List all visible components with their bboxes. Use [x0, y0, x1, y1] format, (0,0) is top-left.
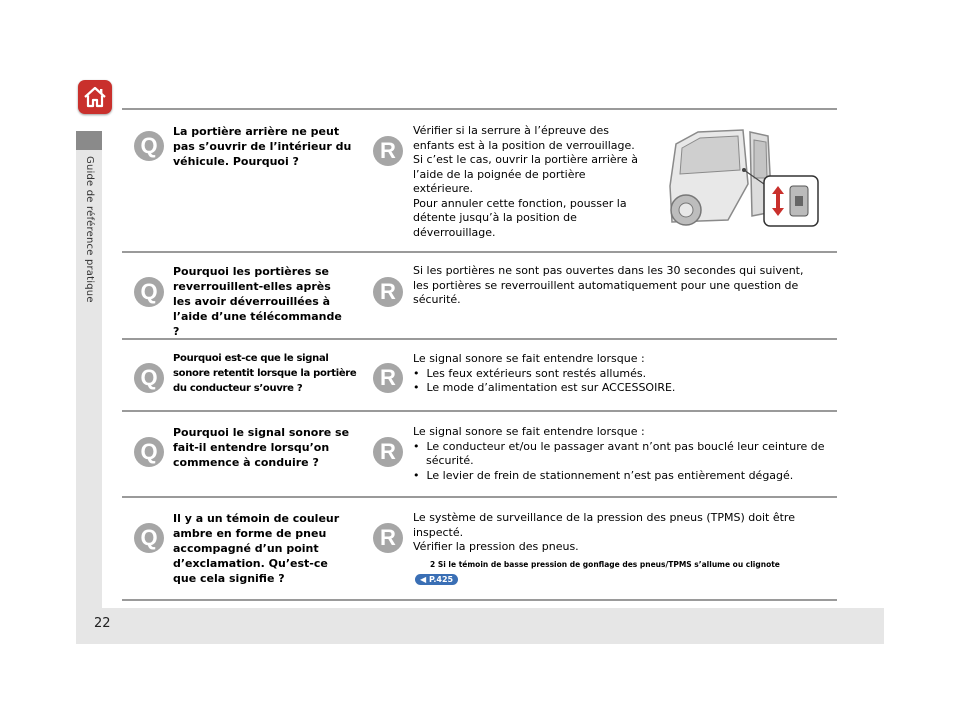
- q-icon: Q: [134, 363, 164, 393]
- reference-arrow-icon: 2: [430, 559, 436, 569]
- rear-door-child-lock-illustration: [668, 126, 820, 228]
- r-icon: R: [373, 363, 403, 393]
- divider: [122, 496, 837, 498]
- question-5: Il y a un témoin de couleur ambre en forme de pneu accompagné d’un point d’exclamation. Qu’est-ce que cela signifie ?: [173, 512, 340, 585]
- page-number: 22: [94, 616, 111, 631]
- question-2: Pourquoi les portières se reverrouillent-elles après les avoir déverrouillées à l’aide d’une télécommande ?: [173, 265, 342, 338]
- section-label: Guide de référence pratique: [84, 156, 95, 303]
- q-icon: Q: [134, 131, 164, 161]
- r-icon: R: [373, 277, 403, 307]
- q-icon: Q: [134, 437, 164, 467]
- divider: [122, 251, 837, 253]
- question-4: Pourquoi le signal sonore se fait-il entendre lorsqu’on commence à conduire ?: [173, 426, 350, 469]
- answer-4: Le signal sonore se fait entendre lorsque : • Le conducteur et/ou le passager avant n’ont pas bouclé leur ceinture de sécurité. • Le levier de frein de stationnement n’est pas entièrement dégagé.: [413, 425, 825, 482]
- q-icon: Q: [134, 523, 164, 553]
- divider: [122, 108, 837, 110]
- divider: [122, 599, 837, 601]
- answer-3: Le signal sonore se fait entendre lorsque : • Les feux extérieurs sont restés allumés. • Le mode d’alimentation est sur ACCESSOIRE.: [413, 352, 676, 394]
- home-icon: [82, 84, 108, 110]
- page-link-icon: ◀: [420, 575, 427, 584]
- answer-5: Le système de surveillance de la pression des pneus (TPMS) doit être inspecté. Vérifier la pression des pneus. 2 Si le témoin de basse pression de gonflage des pneus/TPMS s’allume ou clignote ◀ P.425: [413, 511, 833, 587]
- r-icon: R: [373, 523, 403, 553]
- answer-1: Vérifier si la serrure à l’épreuve des enfants est à la position de verrouillage. Si c’est le cas, ouvrir la portière arrière à l’aide de la poignée de portière extérieure. Pour annuler cette fonction, pousser la détente jusqu’à la position de déverrouillage.: [413, 124, 638, 239]
- r-icon: R: [373, 136, 403, 166]
- cross-reference: 2 Si le témoin de basse pression de gonflage des pneus/TPMS s’allume ou clignote: [430, 559, 780, 569]
- question-3: Pourquoi est-ce que le signal sonore retentit lorsque la portière du conducteur s’ouvre ?: [173, 353, 357, 394]
- sidebar-tab: [76, 131, 102, 150]
- answer-2: Si les portières ne sont pas ouvertes dans les 30 secondes qui suivent, les portières se reverrouillent automatiquement pour une question de sécurité.: [413, 264, 804, 306]
- r-icon: R: [373, 437, 403, 467]
- divider: [122, 410, 837, 412]
- footer-bar: [76, 608, 884, 644]
- page-reference-link[interactable]: ◀ P.425: [415, 574, 458, 585]
- home-button[interactable]: [78, 80, 112, 114]
- q-icon: Q: [134, 277, 164, 307]
- question-1: La portière arrière ne peut pas s’ouvrir de l’intérieur du véhicule. Pourquoi ?: [173, 125, 352, 168]
